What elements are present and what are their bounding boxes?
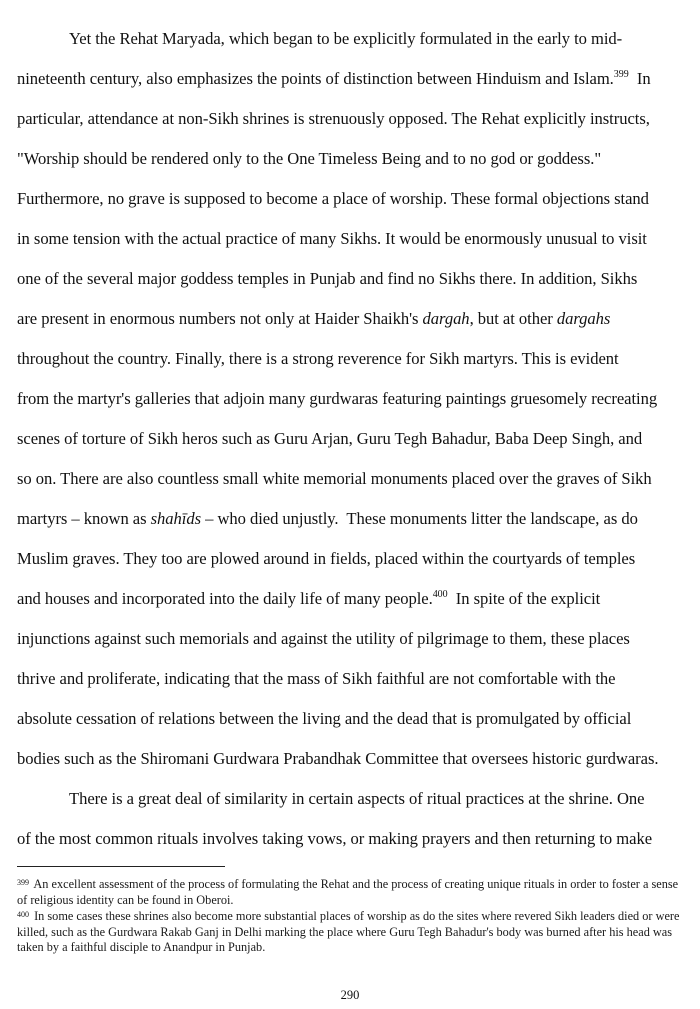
line-text: Furthermore, no grave is supposed to become a place of worship. These formal objections stand (17, 189, 649, 208)
paragraph-1-line-14 (17, 549, 635, 569)
footnote-400 (17, 909, 689, 956)
line-text: particular, attendance at non-Sikh shrines is strenuously opposed. The Rehat explicitly instructs, (17, 109, 650, 128)
footnote-number: 400 (17, 910, 29, 919)
paragraph-1-line-2 (17, 69, 651, 89)
line-text: There is a great deal of similarity in certain aspects of ritual practices at the shrine. One (69, 789, 645, 808)
line-text: throughout the country. Finally, there is a strong reverence for Sikh martyrs. This is evident (17, 349, 619, 368)
line-text: bodies such as the Shiromani Gurdwara Prabandhak Committee that oversees historic gurdwaras. (17, 749, 659, 768)
paragraph-1-line-10 (17, 389, 657, 409)
paragraph-1-line-9 (17, 349, 619, 369)
paragraph-1-line-5 (17, 189, 649, 209)
paragraph-1-line-17 (17, 669, 616, 689)
paragraph-1-line-16 (17, 629, 630, 649)
paragraph-2-line-2 (17, 829, 652, 849)
paragraph-1-line-1 (69, 29, 622, 49)
paragraph-1-line-19 (17, 749, 658, 769)
italic-term-dargah: dargah (422, 309, 470, 328)
paragraph-1-line-7 (17, 269, 637, 289)
line-text: in some tension with the actual practice of many Sikhs. It would be enormously unusual to visit (17, 229, 647, 248)
paragraph-1-line-3 (17, 109, 650, 129)
line-text: one of the several major goddess temples in Punjab and find no Sikhs there. In addition, Sikhs (17, 269, 638, 288)
footnote-ref-400[interactable]: 400 (432, 589, 448, 600)
line-text: absolute cessation of relations between the living and the dead that is promulgated by official (17, 709, 632, 728)
paragraph-1-line-4 (17, 149, 601, 169)
footnote-separator (17, 866, 225, 867)
paragraph-1-line-12 (17, 469, 652, 489)
line-text: are present in enormous numbers not only at Haider Shaikh's (17, 309, 423, 328)
italic-term-shahids: shahīds (150, 509, 201, 528)
paragraph-1-line-13 (17, 509, 638, 529)
line-text: "Worship should be rendered only to the One Timeless Being and to no god or goddess." (17, 149, 602, 168)
footnote-text: An excellent assessment of the process of formulating the Rehat and the process of creating unique rituals in order to foster a sense of religious identity can be found in Oberoi. (17, 877, 679, 907)
line-text: Yet the Rehat Maryada, which began to be explicitly formulated in the early to mid- (69, 29, 623, 48)
line-text: – who died unjustly. These monuments litter the landscape, as do (201, 509, 638, 528)
line-text: so on. There are also countless small white memorial monuments placed over the graves of Sikh (17, 469, 652, 488)
line-text: of the most common rituals involves taking vows, or making prayers and then returning to make (17, 829, 653, 848)
footnote-399 (17, 877, 689, 908)
line-text: and houses and incorporated into the daily life of many people. (17, 589, 433, 608)
line-text: , but at other (469, 309, 557, 328)
line-text: scenes of torture of Sikh heros such as Guru Arjan, Guru Tegh Bahadur, Baba Deep Singh, and (17, 429, 643, 448)
page-number: 290 (340, 988, 360, 1002)
line-text: thrive and proliferate, indicating that the mass of Sikh faithful are not comfortable with the (17, 669, 616, 688)
paragraph-1-line-11 (17, 429, 642, 449)
line-text: In (628, 69, 651, 88)
footnote-text: In some cases these shrines also become more substantial places of worship as do the sites where revered Sikh leaders died or were killed, such as the Gurdwara Rakab Ganj in Delhi marking the place where Guru Tegh Bahadur's body was burned after his head was taken by a faithful disciple to Anandpur in Punjab. (17, 909, 680, 954)
paragraph-1-line-6 (17, 229, 647, 249)
italic-term-dargahs: dargahs (556, 309, 611, 328)
line-text: In spite of the explicit (447, 589, 601, 608)
line-text: martyrs – known as (17, 509, 151, 528)
line-text: Muslim graves. They too are plowed around in fields, placed within the courtyards of temples (17, 549, 636, 568)
line-text: nineteenth century, also emphasizes the points of distinction between Hinduism and Islam. (17, 69, 614, 88)
footnote-number: 399 (17, 878, 29, 887)
footnote-ref-399[interactable]: 399 (613, 69, 629, 80)
paragraph-1-line-8 (17, 309, 610, 329)
paragraph-1-line-18 (17, 709, 631, 729)
line-text: from the martyr's galleries that adjoin many gurdwaras featuring paintings gruesomely recreating (17, 389, 658, 408)
paragraph-1-line-15 (17, 589, 600, 609)
paragraph-2-line-1 (69, 789, 644, 809)
line-text: injunctions against such memorials and against the utility of pilgrimage to them, these places (17, 629, 630, 648)
